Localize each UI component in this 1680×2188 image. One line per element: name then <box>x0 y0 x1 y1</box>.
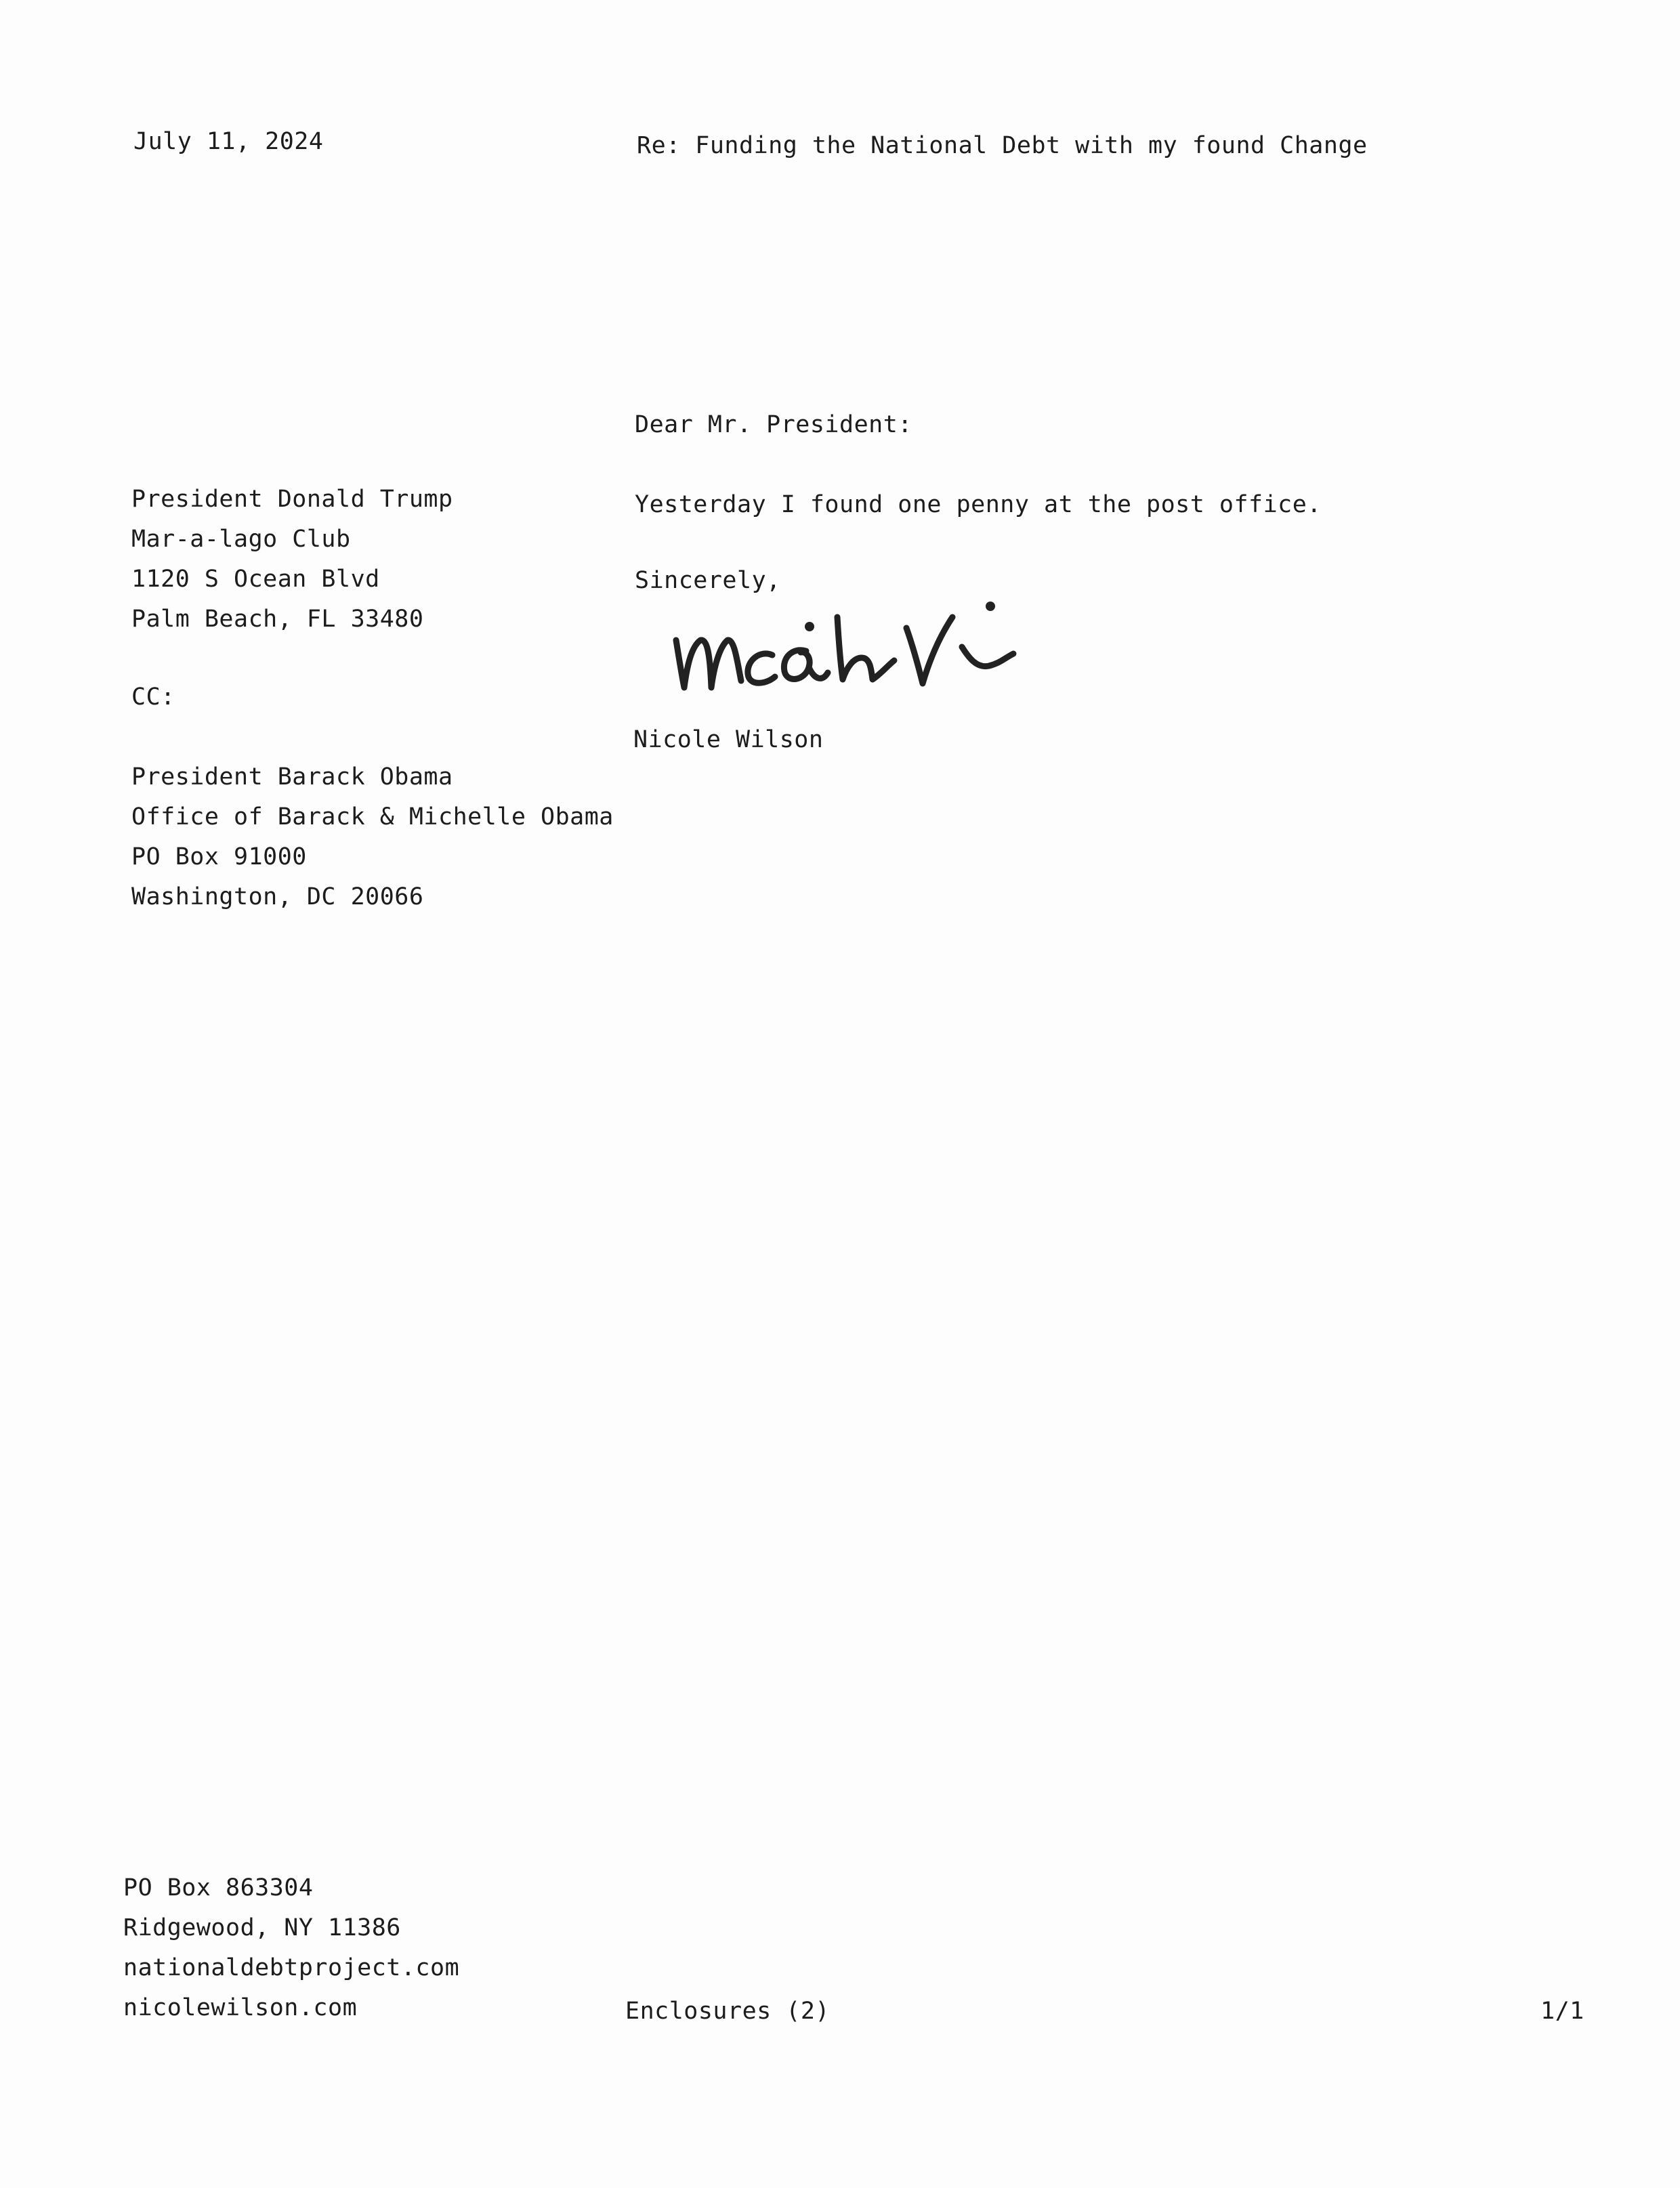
cc-recipient-address <box>131 757 614 917</box>
cc-label: CC: <box>131 683 175 711</box>
letter-subject: Re: Funding the National Debt with my found Change <box>637 132 1368 159</box>
cc-recipient-line: Office of Barack & Michelle Obama <box>131 803 614 830</box>
recipient-line: Mar-a-lago Club <box>131 526 351 553</box>
sender-address <box>123 1868 459 2028</box>
letter-date: July 11, 2024 <box>133 128 324 155</box>
signer-name: Nicole Wilson <box>633 726 824 753</box>
recipient-line: 1120 S Ocean Blvd <box>131 566 380 593</box>
sender-website: nationaldebtproject.com <box>123 1954 460 1981</box>
recipient-line: President Donald Trump <box>131 486 453 513</box>
recipient-line: Palm Beach, FL 33480 <box>131 606 424 633</box>
cc-recipient-line: Washington, DC 20066 <box>131 883 424 910</box>
page-number: 1/1 <box>1540 1998 1584 2025</box>
enclosures-note: Enclosures (2) <box>625 1998 831 2025</box>
recipient-address <box>131 480 453 639</box>
sender-line: PO Box 863304 <box>123 1874 314 1901</box>
sender-website: nicolewilson.com <box>123 1994 358 2021</box>
closing: Sincerely, <box>635 567 781 594</box>
cc-recipient-line: PO Box 91000 <box>131 843 307 870</box>
salutation: Dear Mr. President: <box>635 411 912 438</box>
letter-body: Yesterday I found one penny at the post office. <box>635 491 1322 518</box>
cc-recipient-line: President Barack Obama <box>131 763 453 791</box>
handwritten-signature <box>671 593 1023 701</box>
sender-line: Ridgewood, NY 11386 <box>123 1914 401 1941</box>
